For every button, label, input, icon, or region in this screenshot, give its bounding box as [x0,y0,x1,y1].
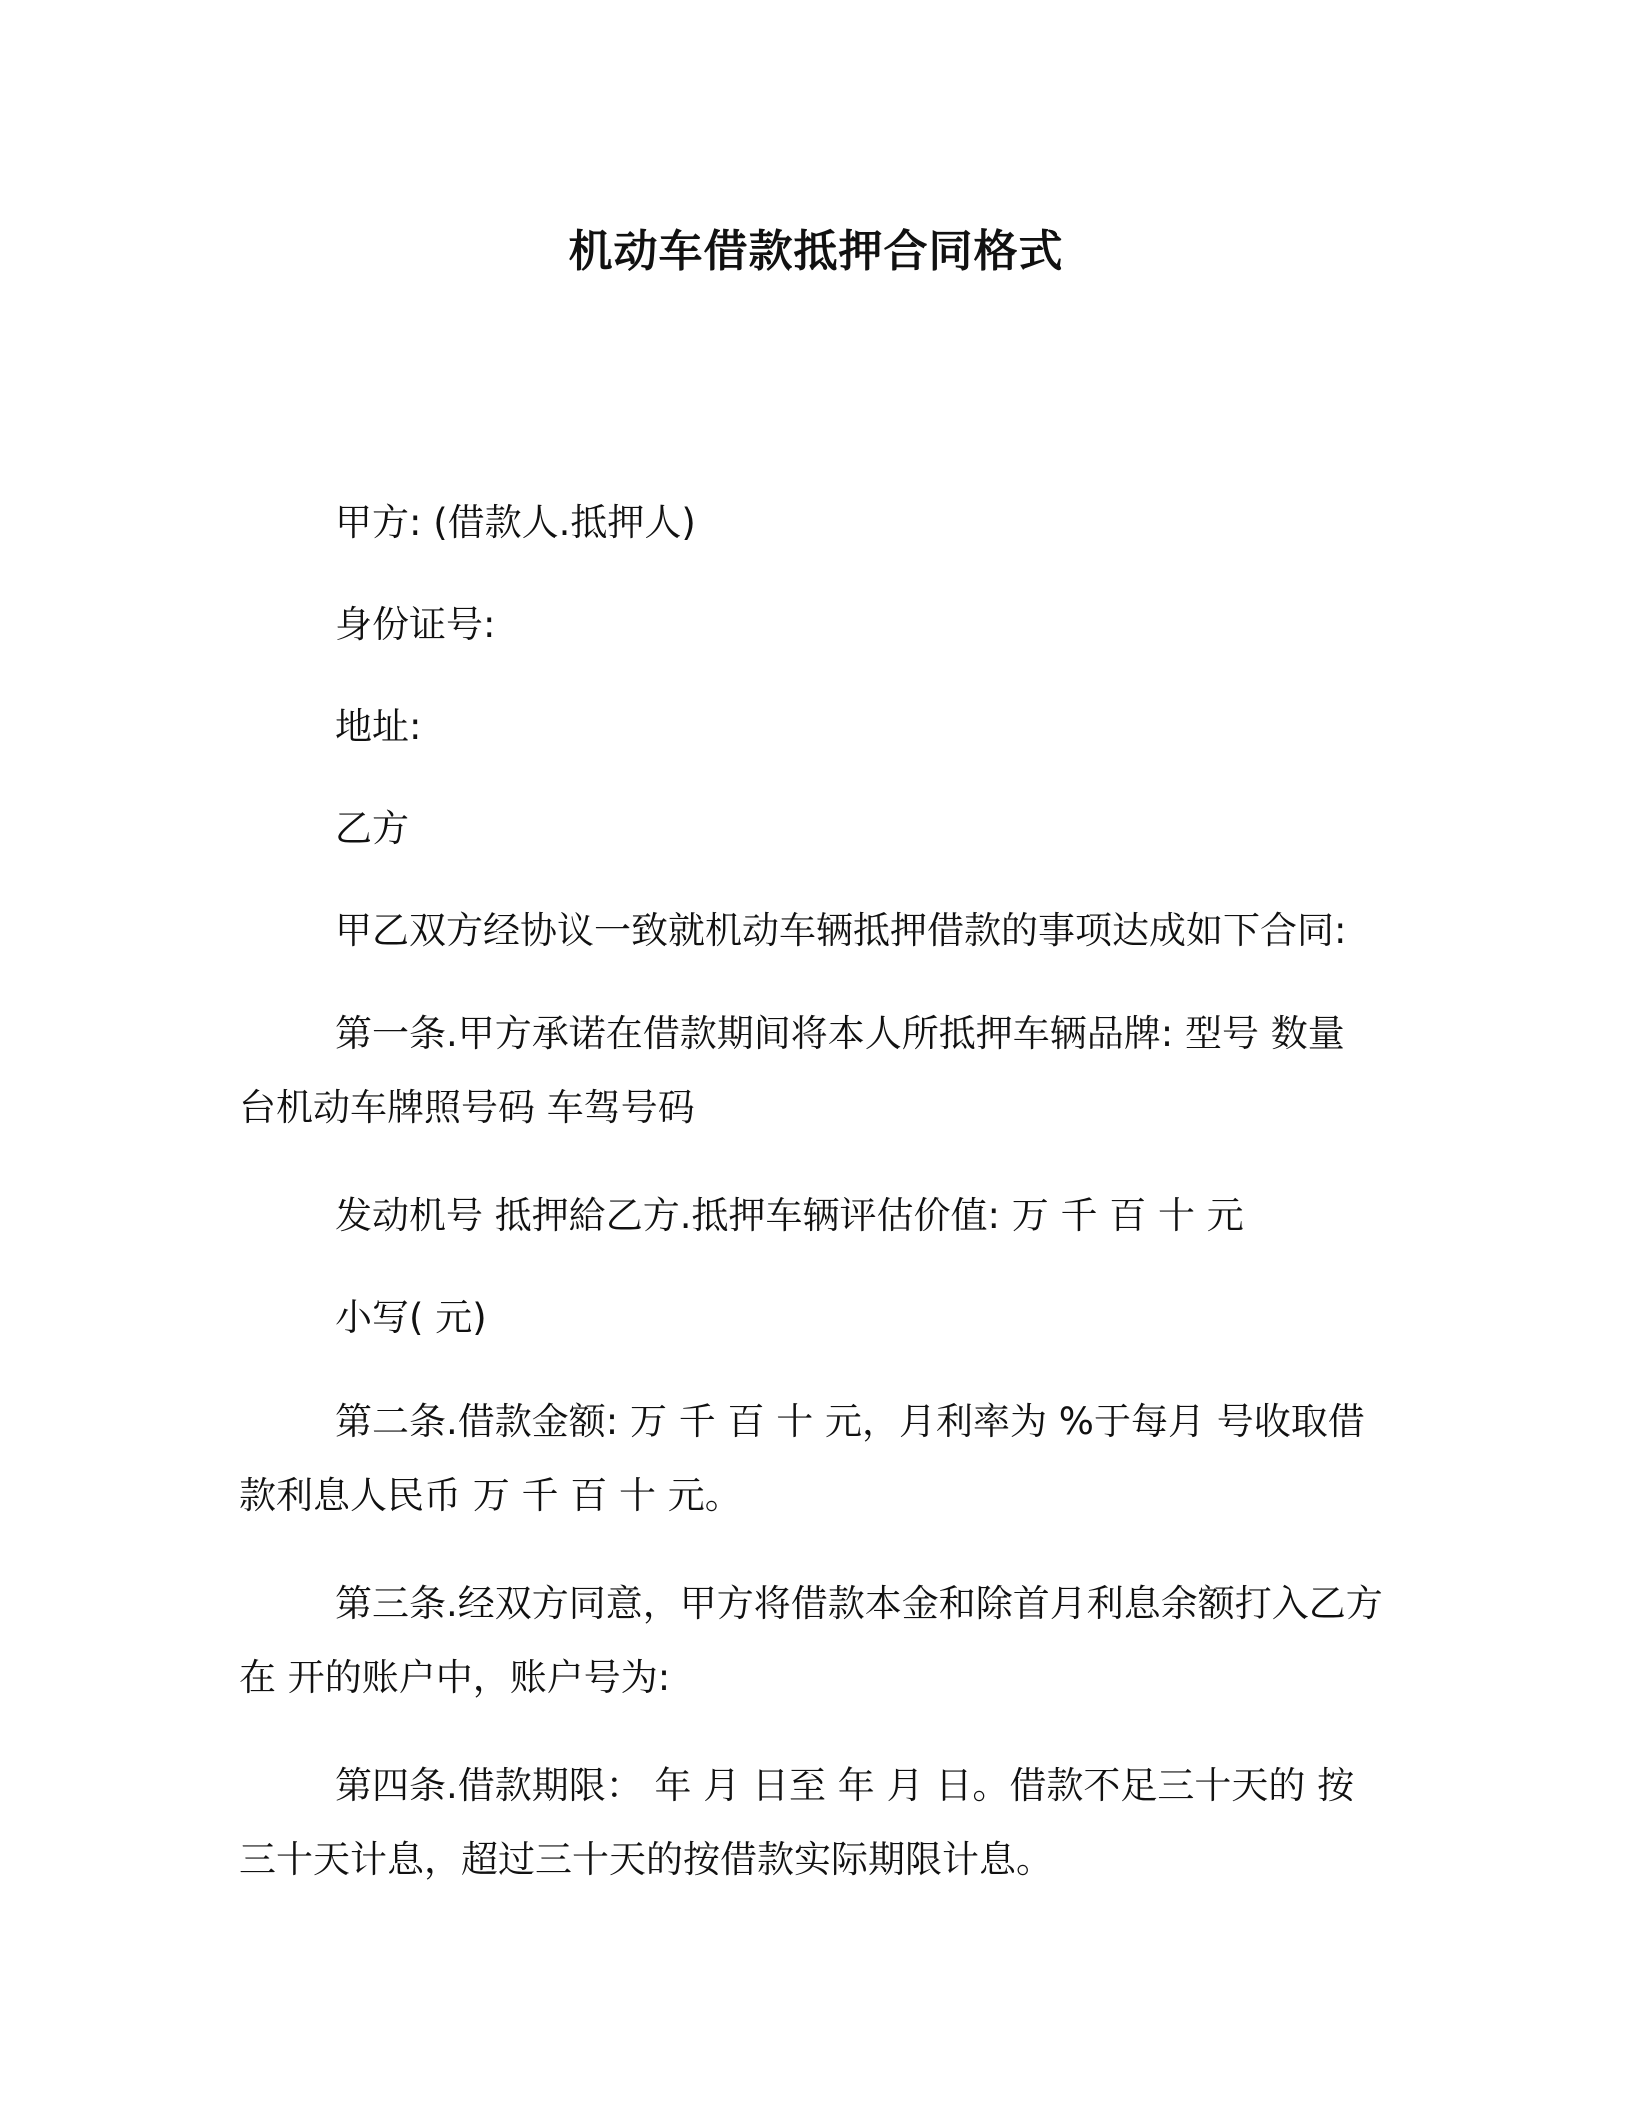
article-one: 第一条.甲方承诺在借款期间将本人所抵押车辆品牌: 型号 数量 台机动车牌照号码 车驾号码 [239,1012,1345,1129]
id-number-line: 身份证号: [335,603,496,646]
article-one-continued: 发动机号 抵押給乙方.抵押车辆评估价值: 万 千 百 十 元 [335,1194,1244,1237]
article-two: 第二条.借款金额: 万 千 百 十 元，月利率为 %于每月 号收取借款利息人民币 万 千 百 十 元。 [239,1400,1365,1517]
agreement-intro: 甲乙双方经协议一致就机动车辆抵押借款的事项达成如下合同: [335,909,1347,952]
address-line: 地址: [335,705,422,748]
document-title: 机动车借款抵押合同格式 [568,226,1064,277]
amount-lowercase-line: 小写( 元) [335,1296,487,1339]
party-a-line: 甲方: (借款人.抵押人) [335,501,696,544]
article-four: 第四条.借款期限： 年 月 日至 年 月 日。借款不足三十天的 按三十天计息，超过三十天的按借款实际期限计息。 [239,1764,1355,1881]
party-b-line: 乙方 [335,807,409,850]
article-three: 第三条.经双方同意，甲方将借款本金和除首月利息余额打入乙方在 开的账户中，账户号为: [239,1582,1383,1699]
